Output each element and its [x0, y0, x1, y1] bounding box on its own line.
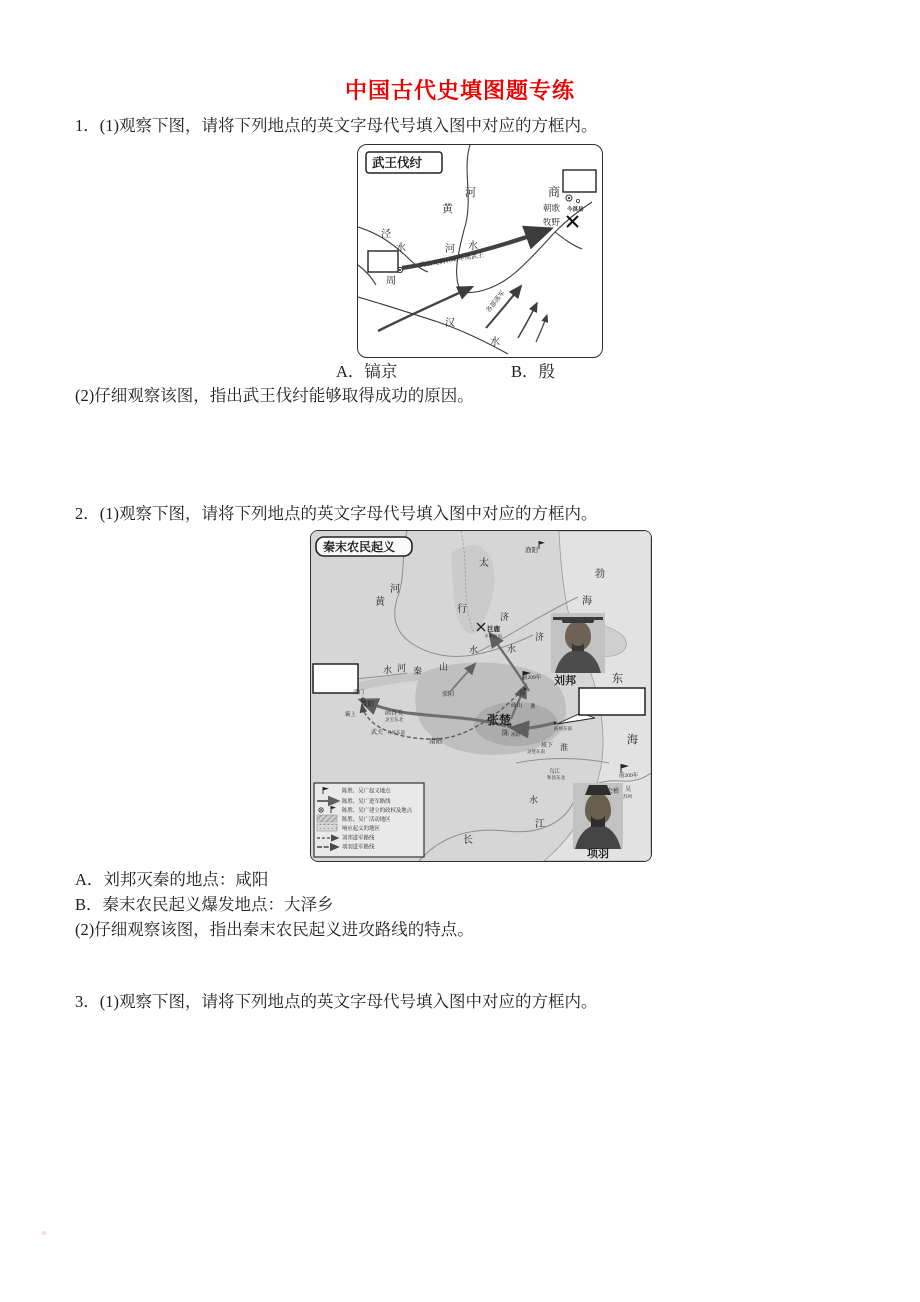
legend-item-5: 刘邦进军路线: [342, 835, 375, 842]
label-julu: 巨鹿: [487, 626, 500, 633]
label-nanyang: 南阳: [429, 738, 442, 745]
label-suzhou-se: 宿州东南: [554, 726, 572, 731]
q1-option-b: B．殷: [511, 362, 556, 381]
label-year209-b: 前209年: [619, 773, 639, 779]
q1-prompt: 1．(1)观察下图，请将下列地点的英文字母代号填入图中对应的方框内。: [75, 116, 598, 135]
label-hai-1: 海: [582, 596, 592, 607]
answer-box-b-map1[interactable]: [563, 170, 596, 192]
page-title: 中国古代史填图题专练: [344, 78, 575, 103]
label-dangshan: 砀山: [511, 703, 523, 709]
label-huang: 黄: [375, 597, 385, 608]
label-shui-1: 水: [396, 243, 406, 254]
answer-box-a-map1[interactable]: [368, 251, 398, 272]
label-chen-sub: 淮阳: [511, 732, 520, 737]
q1-part2: (2)仔细观察该图，指出武王伐纣能够取得成功的原因。: [75, 386, 474, 405]
q2-item-a: A．刘邦灭秦的地点：咸阳: [75, 870, 269, 889]
label-zhangchu: 张楚: [487, 713, 512, 727]
label-wujiang-sub: 和县东北: [547, 775, 565, 780]
label-hongmen: 鸿门: [353, 690, 365, 696]
map2-title: 秦末农民起义: [323, 540, 396, 554]
label-jiang-1: 江: [535, 819, 545, 830]
label-qixian: 今淇县: [567, 207, 584, 213]
label-zhou: 周: [386, 276, 396, 287]
label-huai: 淮: [560, 743, 568, 752]
legend-item-3: 陈胜、吴广活动地区: [342, 817, 391, 823]
label-pei: 沛: [519, 690, 526, 697]
label-hanggu-sub: 灵宝东北: [385, 717, 403, 722]
answer-box-a-map2[interactable]: [313, 664, 358, 693]
label-shui-1: 水: [469, 645, 479, 655]
label-bo: 勃: [595, 569, 605, 580]
label-shui-3: 水: [490, 337, 500, 348]
scan-artifact-dot: [42, 1231, 46, 1235]
label-shui-3: 水: [383, 665, 393, 675]
map1-title: 武王伐纣: [372, 156, 423, 170]
label-tribes: 各部落军: [485, 289, 507, 315]
label-shang: 商: [548, 185, 561, 199]
label-hanguguan: 函谷关: [385, 711, 404, 717]
legend-item-0: 陈胜、吴广起义地点: [342, 788, 391, 795]
label-year209-a: 前209年: [522, 675, 542, 681]
label-shui-2: 水: [468, 241, 478, 252]
q3-prompt: 3．(1)观察下图，请将下列地点的英文字母代号填入图中对应的方框内。: [75, 992, 598, 1011]
label-xingyang: 荥阳: [442, 692, 455, 698]
label-liubang: 刘邦: [554, 675, 576, 687]
label-ji-1: 济: [500, 612, 510, 622]
map-qinmo-qiyi: [310, 530, 652, 862]
map1-svg: [358, 145, 602, 357]
q2-prompt: 2．(1)观察下图，请将下列地点的英文字母代号填入图中对应的方框内。: [75, 504, 598, 523]
label-qin: 秦: [413, 666, 423, 676]
map2-legend: [314, 783, 424, 857]
label-hai-2: 海: [627, 734, 638, 746]
label-wujiang: 乌江: [549, 769, 561, 775]
label-muye: 牧野: [543, 217, 561, 227]
label-chang: 长: [463, 835, 473, 846]
label-qiao: 谯: [530, 704, 536, 710]
map2-svg: [311, 531, 651, 861]
label-gaixia-sub: 灵壁东南: [527, 749, 545, 754]
legend-item-2: 陈胜、吴广建立的政权及地点: [342, 808, 413, 814]
label-suzhou: 苏州: [623, 794, 632, 799]
q1-option-a: A．镐京: [336, 362, 398, 381]
map1-battle-x-icon: [567, 216, 578, 227]
label-he-1: 河: [390, 584, 400, 595]
label-campaign: 约公元前1046年周武王: [419, 251, 485, 269]
q2-part2: (2)仔细观察该图，指出秦末农民起义进攻路线的特点。: [75, 920, 474, 939]
label-huang: 黄: [442, 203, 453, 215]
label-zhaoge: 朝歌: [543, 203, 561, 213]
label-he-2: 河: [397, 663, 407, 673]
label-he-top: 河: [465, 187, 476, 199]
label-xianyang: 咸阳: [361, 701, 374, 708]
label-jing: 泾: [381, 229, 391, 240]
map-wuwang-fazhou: [357, 144, 603, 358]
label-wu: 吴: [625, 787, 632, 793]
label-chen: 陈: [502, 729, 509, 737]
label-yuyang: 渔阳: [525, 547, 538, 554]
label-julu-sub: 平乡西南: [484, 634, 502, 639]
label-gaixia: 垓下: [541, 743, 554, 749]
label-bashang: 霸上: [345, 712, 357, 718]
legend-item-1: 陈胜、吴广进军路线: [342, 799, 391, 805]
label-kuaiji: 会稽: [607, 789, 620, 795]
legend-item-6: 项羽进军路线: [342, 844, 375, 851]
label-wuguan: 武关: [371, 730, 384, 736]
label-he-2: 河: [445, 244, 455, 255]
liubang-portrait: [551, 613, 605, 673]
label-dong: 东: [612, 673, 623, 685]
label-shui-2: 水: [507, 644, 517, 654]
q2-item-b: B．秦末农民起义爆发地点：大泽乡: [75, 895, 334, 914]
legend-item-4: 响应起义的地区: [342, 826, 380, 832]
label-xing: 行: [457, 604, 467, 615]
label-shan: 山: [439, 662, 449, 672]
label-tai: 太: [479, 558, 489, 569]
label-shui-4: 水: [529, 795, 539, 805]
label-xiangyu: 项羽: [587, 848, 609, 860]
label-han: 汉: [445, 318, 455, 329]
label-ji-2: 济: [535, 632, 545, 642]
label-wuguan-sub: 丹凤东南: [387, 730, 405, 735]
